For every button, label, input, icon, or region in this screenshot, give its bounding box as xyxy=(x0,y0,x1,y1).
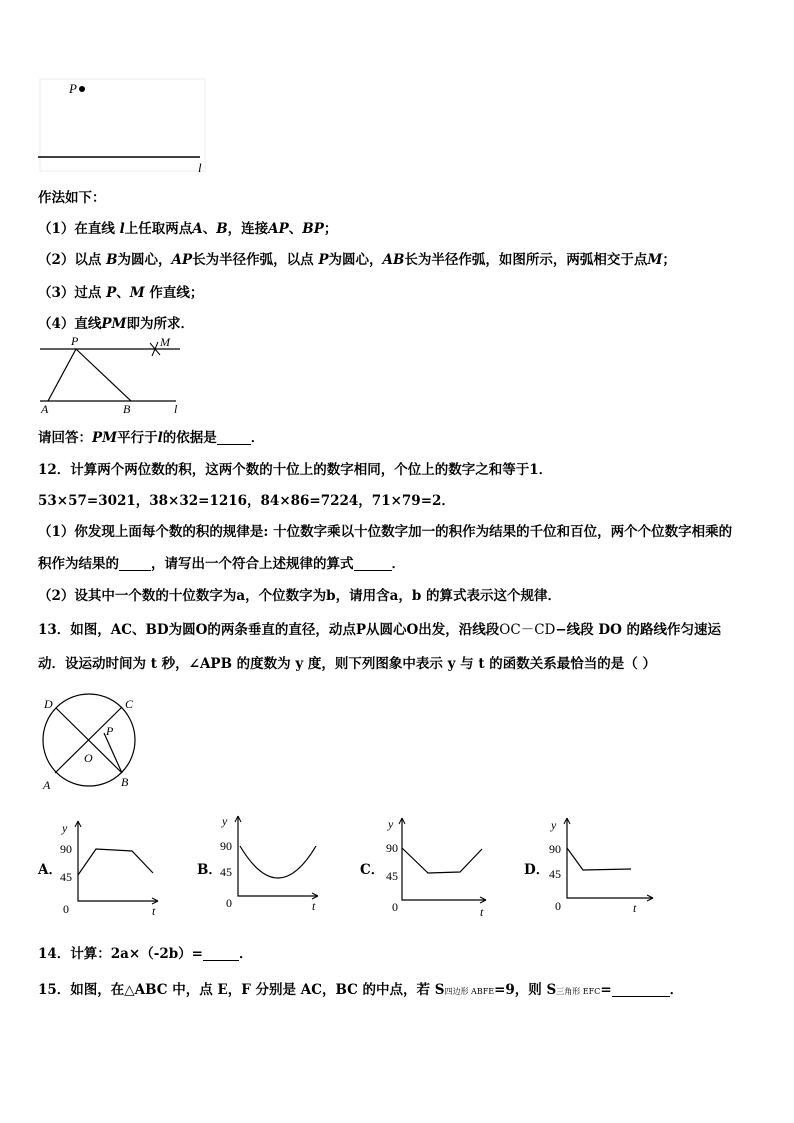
label-o: O xyxy=(84,751,93,765)
q13-text: 13．如图，AC、BD为圆O的两条垂直的直径，动点P从圆心O出发，沿线段 xyxy=(38,622,500,638)
q15 xyxy=(38,978,683,998)
tick-90: 90 xyxy=(60,842,72,856)
ask-text: 的依据是 xyxy=(162,430,217,446)
var-b: B xyxy=(106,252,118,268)
q13-line1 xyxy=(38,618,721,638)
option-b-letter[interactable]: B． xyxy=(197,862,222,878)
origin-label: 0 xyxy=(63,902,69,916)
var-ab: AB xyxy=(382,252,405,268)
axes xyxy=(402,818,486,900)
label-a: A xyxy=(41,402,49,416)
q14-text: 14．计算：2a×（-2b）= xyxy=(38,946,203,962)
step-1 xyxy=(38,217,337,237)
step-num: （3） xyxy=(38,285,75,301)
step-text: 在直线 xyxy=(74,221,115,237)
var-m: M xyxy=(129,285,145,301)
construction-figure xyxy=(36,334,186,416)
step-text: 、 xyxy=(202,221,217,237)
axes xyxy=(567,818,653,898)
var-ap: AP xyxy=(171,252,193,268)
q15-subscript: 四边形 ABFE xyxy=(444,987,495,996)
ask-text: ． xyxy=(250,430,265,446)
var-a: A xyxy=(192,221,203,237)
q12-examples: 53×57=3021，38×32=1216，84×86=7224，71×79=2． xyxy=(38,493,455,509)
q12-part1-line2 xyxy=(38,552,405,572)
label-b: B xyxy=(123,402,131,416)
var-ap: AP xyxy=(268,221,289,237)
q13-path: OC－CD xyxy=(499,622,556,638)
q13-text: −线段 DO 的路线作匀速运 xyxy=(555,622,722,638)
answer-blank[interactable] xyxy=(119,556,151,571)
circle-figure xyxy=(34,692,146,794)
step-3 xyxy=(38,281,203,301)
origin-label: 0 xyxy=(555,899,561,913)
axis-y-label: y xyxy=(222,814,228,828)
method-title: 作法如下： xyxy=(38,190,106,206)
option-c-graph[interactable] xyxy=(382,812,494,920)
graph-curve xyxy=(402,848,482,873)
step-text: 上任取两点 xyxy=(124,221,193,237)
step-text: 直线 xyxy=(74,316,102,332)
q15-text: = xyxy=(600,982,612,998)
label-l: l xyxy=(174,402,178,416)
axis-arrows xyxy=(399,818,486,903)
option-d-graph[interactable] xyxy=(547,812,659,917)
q12-text: ，请写出一个符合上述规律的算式 xyxy=(151,556,354,572)
q14 xyxy=(38,942,253,962)
q12-part2: （2）设其中一个数的十位数字为a，个位数字为b，请用含a，b 的算式表示这个规律． xyxy=(38,588,561,604)
point-p xyxy=(79,86,85,92)
step-text: 以点 xyxy=(74,252,102,268)
step-text: ； xyxy=(662,252,676,268)
origin-label: 0 xyxy=(226,896,232,910)
var-m: M xyxy=(647,252,663,268)
step-4 xyxy=(38,312,194,332)
var-p: P xyxy=(318,252,329,268)
q14-text: ． xyxy=(239,946,253,962)
q13-line2: 动．设运动时间为 t 秒，∠APB 的度数为 y 度，则下列图象中表示 y 与 t 的函数关系最恰当的是（ ） xyxy=(38,656,657,672)
axis-t-label: t xyxy=(633,901,637,915)
axis-y-label: y xyxy=(551,818,557,832)
ask-text: 请回答： xyxy=(38,430,92,446)
label-m: M xyxy=(160,335,170,349)
answer-blank[interactable] xyxy=(354,556,392,571)
var-l: l xyxy=(119,221,125,237)
option-c-letter[interactable]: C． xyxy=(360,862,385,878)
label-b: B xyxy=(121,775,129,789)
step-text: 过点 xyxy=(74,285,102,301)
axis-arrows xyxy=(564,818,653,901)
q15-text: =9，则 S xyxy=(494,982,557,998)
var-pm: PM xyxy=(101,316,127,332)
step-text: 长为半径作弧，如图所示，两弧相交于点 xyxy=(404,252,648,268)
segment-pb xyxy=(104,733,122,773)
q12-title: 12．计算两个两位数的积，这两个数的十位上的数字相同，个位上的数字之和等于1． xyxy=(38,462,553,478)
var-bp: BP xyxy=(302,221,324,237)
label-l: l xyxy=(198,160,202,175)
var-b: B xyxy=(216,221,228,237)
label-p: P xyxy=(71,334,79,348)
tick-90: 90 xyxy=(220,839,232,853)
graph-curve xyxy=(78,849,153,875)
step-text: 长为半径作弧，以点 xyxy=(192,252,314,268)
step-text: ； xyxy=(323,221,338,237)
step-text: 、 xyxy=(116,285,130,301)
axis-t-label: t xyxy=(152,904,156,918)
axis-y-label: y xyxy=(388,817,394,831)
option-d-letter[interactable]: D． xyxy=(524,862,550,878)
origin-label: 0 xyxy=(392,900,398,914)
graph-curve xyxy=(567,848,631,870)
step-2 xyxy=(38,248,676,268)
q15-text: ． xyxy=(669,982,684,998)
q12-text: 积作为结果的 xyxy=(38,556,119,572)
q12-part1-line1: （1）你发现上面每个数的积的规律是: 十位数字乘以十位数字加一的积作为结果的千位和百位，两个个位数字相乘的 xyxy=(38,524,733,540)
segment-bp xyxy=(76,349,131,401)
step-num: （1） xyxy=(38,221,75,237)
step-text: 即为所求． xyxy=(126,316,195,332)
tick-45: 45 xyxy=(549,867,561,881)
var-pm: PM xyxy=(92,430,118,446)
step-num: （2） xyxy=(38,252,75,268)
label-a: A xyxy=(43,778,51,792)
option-a-graph[interactable] xyxy=(58,815,168,920)
axes xyxy=(238,816,318,896)
q12-text: ． xyxy=(391,556,405,572)
axis-arrows xyxy=(75,821,158,904)
option-a-letter[interactable]: A． xyxy=(38,862,62,878)
tick-45: 45 xyxy=(60,870,72,884)
answer-blank[interactable] xyxy=(217,430,251,445)
label-p: P xyxy=(69,81,77,96)
tick-45: 45 xyxy=(386,869,398,883)
step-text: 为圆心， xyxy=(328,252,383,268)
point-line-figure xyxy=(30,75,220,180)
q15-subscript: 三角形 EFC xyxy=(556,987,601,996)
axis-y-label: y xyxy=(62,821,68,835)
q15-text: 15．如图，在△ABC 中，点 E，F 分别是 AC，BC 的中点，若 S xyxy=(38,982,445,998)
tick-90: 90 xyxy=(386,841,398,855)
step-text: 作直线； xyxy=(149,285,204,301)
step-num: （4） xyxy=(38,316,75,332)
answer-blank[interactable] xyxy=(203,946,239,961)
var-p: P xyxy=(106,285,117,301)
segment-ap xyxy=(48,349,76,401)
axis-t-label: t xyxy=(480,905,484,919)
axes xyxy=(78,821,158,901)
tick-90: 90 xyxy=(549,842,561,856)
step-text: 、 xyxy=(288,221,303,237)
step-text: 为圆心， xyxy=(117,252,172,268)
axis-t-label: t xyxy=(312,899,316,913)
label-p: P xyxy=(106,724,114,738)
var-l: l xyxy=(157,430,163,446)
label-d: D xyxy=(44,697,53,711)
graph-curve xyxy=(240,846,316,878)
label-c: C xyxy=(125,697,134,711)
ask-line xyxy=(38,426,264,446)
tick-45: 45 xyxy=(220,865,232,879)
ask-text: 平行于 xyxy=(117,430,158,446)
step-text: ，连接 xyxy=(227,221,269,237)
answer-blank[interactable] xyxy=(612,982,670,997)
option-b-graph[interactable] xyxy=(218,810,328,915)
